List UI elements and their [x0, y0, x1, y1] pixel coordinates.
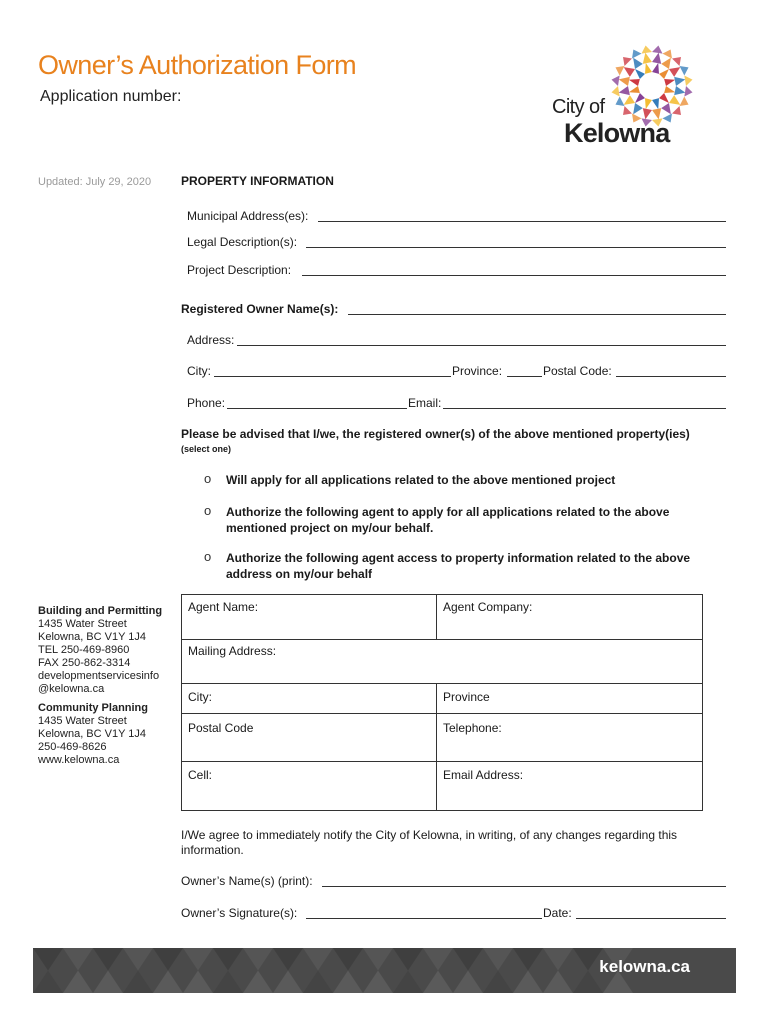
- footer-triangle: [423, 948, 453, 971]
- footer-triangle: [93, 971, 123, 994]
- sunburst-segment: [615, 66, 624, 75]
- registered-owner-field[interactable]: [348, 314, 726, 315]
- building-line: @kelowna.ca: [38, 683, 105, 695]
- sunburst-segment: [664, 79, 675, 86]
- footer-banner: [33, 948, 736, 993]
- planning-line: 250-469-8626: [38, 741, 107, 753]
- footer-triangle: [453, 948, 483, 971]
- kelowna-sunburst-icon: [610, 44, 694, 128]
- advisory-statement: Please be advised that I/we, the registered owner(s) of the above mentioned property(ies): [181, 427, 690, 441]
- footer-triangle: [93, 948, 123, 971]
- sunburst-segment: [652, 46, 663, 54]
- agent-company-cell[interactable]: Agent Company:: [443, 600, 533, 614]
- agreement-text: I/We agree to immediately notify the City of Kelowna, in writing, of any changes regarding this information.: [181, 828, 678, 857]
- sunburst-segment: [672, 57, 681, 66]
- owner-email-field[interactable]: [443, 408, 726, 409]
- project-description-field[interactable]: [302, 275, 726, 276]
- logo-city-of: City of: [552, 96, 605, 118]
- form-title: Owner’s Authorization Form: [38, 50, 357, 80]
- owner-postal-code-label: Postal Code:: [543, 364, 612, 378]
- footer-triangle: [63, 948, 93, 971]
- sunburst-segment: [680, 97, 689, 106]
- sunburst-segment: [652, 63, 659, 74]
- building-line: developmentservicesinfo: [38, 670, 160, 682]
- legal-description-field[interactable]: [306, 247, 726, 248]
- agent-province-cell[interactable]: Province: [443, 690, 490, 704]
- sunburst-segment: [680, 66, 689, 75]
- table-divider: [182, 683, 702, 684]
- building-line: FAX 250-862-3314: [38, 657, 131, 669]
- sunburst-segment: [684, 75, 692, 86]
- sunburst-segment: [664, 86, 675, 93]
- sunburst-segment: [659, 93, 669, 103]
- table-divider: [436, 595, 437, 639]
- community-planning-heading: Community Planning: [38, 702, 148, 714]
- sunburst-segment: [661, 103, 671, 114]
- footer-triangle: [483, 971, 513, 994]
- owner-address-field[interactable]: [237, 345, 726, 346]
- footer-triangle: [513, 948, 543, 971]
- date-field[interactable]: [576, 918, 726, 919]
- footer-triangle: [303, 948, 333, 971]
- sunburst-segment: [635, 69, 645, 79]
- footer-triangle: [513, 971, 543, 994]
- sunburst-segment: [674, 77, 685, 86]
- footer-triangle: [123, 948, 153, 971]
- sunburst-segment: [623, 106, 632, 115]
- table-divider: [182, 713, 702, 714]
- agent-name-cell[interactable]: Agent Name:: [188, 600, 259, 614]
- sunburst-segment: [619, 86, 630, 95]
- footer-triangle: [423, 971, 453, 994]
- sunburst-segment: [645, 98, 652, 109]
- footer-triangle: [333, 971, 363, 994]
- sunburst-segment: [669, 67, 680, 77]
- footer-triangle: [33, 971, 63, 994]
- building-line: 1435 Water Street: [38, 618, 127, 630]
- footer-triangle: [273, 948, 303, 971]
- agent-info-table: [181, 594, 703, 811]
- option-1-label: Will apply for all applications related to the above mentioned project: [226, 473, 616, 487]
- agent-city-cell[interactable]: City:: [188, 690, 212, 704]
- planning-line: Kelowna, BC V1Y 1J4: [38, 728, 147, 740]
- property-info-heading: PROPERTY INFORMATION: [181, 174, 334, 188]
- agent-telephone-cell[interactable]: Telephone:: [443, 721, 502, 735]
- mailing-address-cell[interactable]: Mailing Address:: [188, 644, 277, 658]
- sunburst-segment: [624, 67, 635, 77]
- sunburst-segment: [684, 86, 692, 97]
- sunburst-segment: [652, 98, 659, 109]
- radio-option-1[interactable]: o: [204, 471, 212, 486]
- footer-triangle: [243, 971, 273, 994]
- municipal-address-label: Municipal Address(es):: [187, 209, 309, 223]
- footer-triangle: [453, 971, 483, 994]
- sunburst-segment: [615, 97, 624, 106]
- planning-line: 1435 Water Street: [38, 715, 127, 727]
- option-2-label: Authorize the following agent to apply for all applications related to the above mentioned project on my/our behalf.: [226, 505, 670, 535]
- owners-signature-label: Owner’s Signature(s):: [181, 906, 298, 920]
- sunburst-segment: [612, 86, 620, 97]
- footer-triangle: [483, 948, 513, 971]
- sunburst-segment: [661, 58, 671, 69]
- agent-email-cell[interactable]: Email Address:: [443, 768, 524, 782]
- owner-phone-field[interactable]: [227, 408, 407, 409]
- sunburst-segment: [663, 49, 672, 58]
- footer-triangle: [243, 948, 273, 971]
- owner-phone-label: Phone:: [187, 396, 226, 410]
- agent-postal-code-cell[interactable]: Postal Code: [188, 721, 254, 735]
- footer-triangle: [153, 971, 183, 994]
- agent-cell-phone-cell[interactable]: Cell:: [188, 768, 213, 782]
- city-logo: [550, 44, 700, 156]
- footer-triangle: [183, 948, 213, 971]
- sunburst-segment: [643, 53, 652, 64]
- contact-sidebar: [38, 605, 178, 767]
- owner-city-field[interactable]: [214, 376, 451, 377]
- owner-province-field[interactable]: [507, 376, 542, 377]
- footer-triangle: [273, 971, 303, 994]
- sunburst-segment: [633, 58, 643, 69]
- footer-triangle: [123, 971, 153, 994]
- updated-date: Updated: July 29, 2020: [38, 176, 152, 188]
- owner-address-label: Address:: [187, 333, 235, 347]
- footer-triangle: [213, 948, 243, 971]
- footer-triangle: [303, 971, 333, 994]
- footer-triangle: [153, 948, 183, 971]
- owners-signature-field[interactable]: [306, 918, 542, 919]
- footer-triangle: [363, 971, 393, 994]
- date-label: Date:: [543, 906, 572, 920]
- sunburst-segment: [612, 75, 620, 86]
- radio-option-3[interactable]: o: [204, 549, 212, 564]
- footer-triangle: [333, 948, 363, 971]
- sunburst-segment: [645, 63, 652, 74]
- footer-triangle: [543, 971, 573, 994]
- planning-line: www.kelowna.ca: [38, 754, 120, 766]
- owner-email-label: Email:: [408, 396, 442, 410]
- option-3-label: Authorize the following agent access to property information related to the above address on my/our behalf: [226, 551, 691, 581]
- sunburst-segment: [629, 86, 640, 93]
- logo-kelowna: Kelowna: [564, 118, 670, 148]
- table-divider: [436, 683, 437, 810]
- sunburst-segment: [659, 69, 669, 79]
- table-divider: [182, 761, 702, 762]
- sunburst-segment: [674, 86, 685, 95]
- footer-triangle: [363, 948, 393, 971]
- legal-description-label: Legal Description(s):: [187, 235, 298, 249]
- sunburst-segment: [669, 95, 680, 105]
- registered-owner-label: Registered Owner Name(s):: [181, 302, 339, 316]
- sunburst-segment: [629, 79, 640, 86]
- sunburst-segment: [632, 49, 641, 58]
- table-divider: [182, 639, 702, 640]
- footer-triangle: [63, 971, 93, 994]
- footer-triangle: [33, 948, 63, 971]
- project-description-label: Project Description:: [187, 263, 292, 277]
- owners-name-label: Owner’s Name(s) (print):: [181, 874, 313, 888]
- owners-name-field[interactable]: [322, 886, 726, 887]
- application-number-label: Application number:: [40, 88, 182, 105]
- footer-triangle: [543, 948, 573, 971]
- owner-postal-code-field[interactable]: [616, 376, 726, 377]
- footer-triangle: [393, 948, 423, 971]
- municipal-address-field[interactable]: [318, 221, 726, 222]
- sunburst-segment: [635, 93, 645, 103]
- owner-province-label: Province:: [452, 364, 503, 378]
- sunburst-segment: [672, 106, 681, 115]
- footer-triangle: [393, 971, 423, 994]
- sunburst-segment: [619, 77, 630, 86]
- owner-city-label: City:: [187, 364, 211, 378]
- footer-triangle: [183, 971, 213, 994]
- footer-website[interactable]: kelowna.ca: [599, 957, 690, 976]
- sunburst-segment: [623, 57, 632, 66]
- radio-option-2[interactable]: o: [204, 503, 212, 518]
- sunburst-segment: [633, 103, 643, 114]
- sunburst-segment: [652, 53, 661, 64]
- sunburst-segment: [641, 46, 652, 54]
- building-line: Kelowna, BC V1Y 1J4: [38, 631, 147, 643]
- building-permitting-heading: Building and Permitting: [38, 605, 163, 617]
- building-line: TEL 250-469-8960: [38, 644, 130, 656]
- footer-triangle: [213, 971, 243, 994]
- sunburst-segment: [624, 95, 635, 105]
- select-one-note: (select one): [181, 444, 232, 454]
